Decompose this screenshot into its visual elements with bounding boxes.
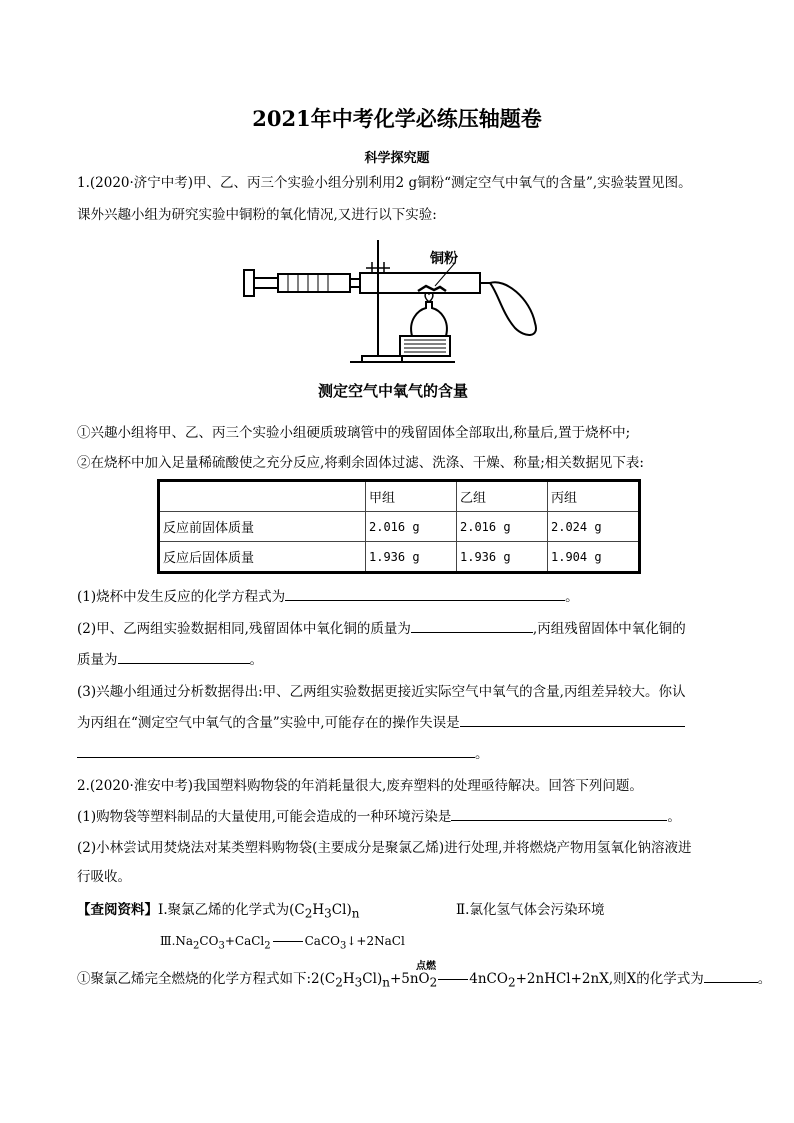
- table-row: [159, 512, 640, 542]
- q2-sub1-text: (1)购物袋等塑料制品的大量使用,可能会造成的一种环境污染是: [77, 809, 452, 825]
- q1-step1: ①兴趣小组将甲、乙、丙三个实验小组硬质玻璃管中的残留固体全部取出,称量后,置于烧杯中;: [77, 425, 631, 441]
- syringe-barrel: [278, 274, 350, 292]
- q1-sub2-text-a: (2)甲、乙两组实验数据相同,残留固体中氧化铜的质量为: [77, 621, 411, 637]
- q1-sub3-line1: (3)兴趣小组通过分析数据得出:甲、乙两组实验数据更接近实际空气中氧气的含量,丙组差异较大。你认: [77, 684, 686, 700]
- reaction-condition: 点燃: [416, 961, 436, 972]
- alcohol-lamp: [411, 302, 447, 336]
- answer-blank[interactable]: [77, 743, 475, 758]
- answer-blank[interactable]: [451, 806, 667, 821]
- q2-sub1-end: 。: [667, 809, 681, 825]
- q1-sub2-end: 。: [249, 652, 263, 668]
- q1-sub1-text: (1)烧杯中发生反应的化学方程式为: [77, 589, 286, 605]
- q2-sub2-line1: (2)小林尝试用焚烧法对某类塑料购物袋(主要成分是聚氯乙烯)进行处理,并将燃烧产物用氢氧化钠溶液进: [77, 840, 692, 856]
- info-item-1: Ⅰ.聚氯乙烯的化学式为$(C_2H_3Cl)_n$: [158, 902, 360, 921]
- info-label: 【查阅资料】: [77, 902, 158, 918]
- q1-sub3-end: 。: [475, 746, 489, 762]
- table-cell: 反应后固体质量: [159, 542, 366, 573]
- equals-line: [273, 941, 303, 942]
- answer-blank[interactable]: [704, 968, 758, 983]
- table-cell: 1.904 g: [548, 542, 640, 573]
- table-header-cell: 丙组: [548, 481, 640, 512]
- q2-step1: ①聚氯乙烯完全燃烧的化学方程式如下$:2(C_2H_3Cl)_n+5nO_2$ 4nCO$_2$+2nHCl+2nX,则X的化学式为 。: [77, 968, 771, 994]
- q1-intro-line2: 课外兴趣小组为研究实验中铜粉的氧化情况,又进行以下实验:: [77, 207, 437, 223]
- q1-sub1: [77, 586, 579, 608]
- q1-sub2-text-c: 质量为: [77, 652, 118, 668]
- table-cell: 2.024 g: [548, 512, 640, 542]
- table-cell: 1.936 g: [457, 542, 548, 573]
- q1-step2: ②在烧杯中加入足量稀硫酸使之充分反应,将剩余固体过滤、洗涤、干燥、称量;相关数据见下表:: [77, 455, 644, 471]
- table-header-cell: [159, 481, 366, 512]
- apparatus-figure: [240, 238, 560, 373]
- table-cell: 反应前固体质量: [159, 512, 366, 542]
- q2-sub2-line2: 行吸收。: [77, 869, 131, 885]
- info-item-3: $Ⅲ.Na_2CO_3+CaCl_2$ CaCO$_3$↓+2NaCl: [160, 934, 405, 952]
- table-cell: 2.016 g: [366, 512, 457, 542]
- q1-sub2-text-b: ,丙组残留固体中氧化铜的: [532, 621, 686, 637]
- document-title: 2021年中考化学必练压轴题卷: [252, 106, 542, 131]
- q2-sub1: [77, 806, 681, 828]
- answer-blank[interactable]: [460, 712, 685, 727]
- table-header-row: [159, 481, 640, 512]
- q1-sub3-line3: [77, 743, 489, 765]
- answer-blank[interactable]: [285, 586, 565, 601]
- q1-sub3-line2: [77, 712, 685, 734]
- section-subtitle: 科学探究题: [364, 151, 430, 166]
- q1-sub1-end: 。: [565, 589, 579, 605]
- q1-sub3-text-b: 为丙组在“测定空气中氧气的含量”实验中,可能存在的操作失误是: [77, 715, 460, 731]
- answer-blank[interactable]: [411, 618, 533, 633]
- table-header-cell: 乙组: [457, 481, 548, 512]
- table-header-cell: 甲组: [366, 481, 457, 512]
- answer-blank[interactable]: [118, 649, 250, 664]
- figure-label-copper: 铜粉: [430, 251, 458, 267]
- q1-sub2-line1: [77, 618, 686, 640]
- info-item-2: Ⅱ.氯化氢气体会污染环境: [456, 902, 605, 918]
- lamp-block: [400, 336, 450, 356]
- q1-sub2-line2: [77, 649, 263, 671]
- q2-info-line1: [77, 899, 359, 925]
- balloon: [490, 282, 536, 335]
- reaction-arrow-line: [438, 979, 468, 980]
- q1-intro-line1: 1.(2020·济宁中考)甲、乙、丙三个实验小组分别利用2 g铜粉“测定空气中氧气的含量”,实验装置见图。: [77, 175, 692, 191]
- table-row: [159, 542, 640, 573]
- q2-intro: 2.(2020·淮安中考)我国塑料购物袋的年消耗量很大,废弃塑料的处理亟待解决。回答下列问题。: [77, 778, 643, 794]
- figure-caption: 测定空气中氧气的含量: [318, 382, 469, 400]
- table-cell: 1.936 g: [366, 542, 457, 573]
- data-table: [157, 479, 641, 574]
- table-cell: 2.016 g: [457, 512, 548, 542]
